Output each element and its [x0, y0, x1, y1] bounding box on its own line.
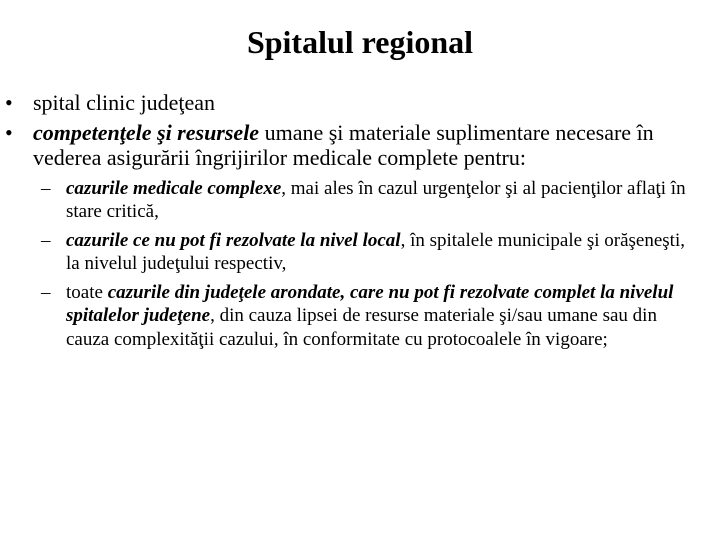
sub-bullet-item [0, 229, 700, 276]
sub-bullet-emphasis: cazurile medicale complexe [66, 177, 282, 199]
bullet-icon: • [5, 90, 13, 115]
sub-bullet-text: , în spitalele municipale şi orăşeneşti, la nivelul judeţului respectiv, [66, 229, 685, 274]
sub-bullet-emphasis: cazurile din judeţele arondate, care nu pot fi rezolvate complet la nivelul spitalelor judeţene [66, 281, 674, 326]
sub-bullet-item [0, 281, 700, 352]
dash-icon: – [41, 229, 51, 251]
bullet-emphasis: competenţele şi resursele [33, 119, 260, 145]
slide-title: Spitalul regional [246, 24, 474, 60]
bullet-text: umane şi materiale suplimentare necesare în vederea asigurării îngrijirilor medicale complete pentru: [33, 119, 654, 170]
bullet-icon: • [5, 119, 13, 145]
sub-list-wrapper [0, 177, 700, 352]
bullet-item [0, 120, 720, 352]
dash-icon: – [41, 281, 51, 303]
dash-icon: – [41, 177, 51, 199]
sub-bullet-emphasis: cazurile ce nu pot fi rezolvate la nivel local [66, 229, 401, 251]
sub-bullet-text: , din cauza lipsei de resurse materiale şi/sau umane sau din cauza complexităţii cazului, în conformitate cu protocoalele în vigoare; [66, 305, 657, 350]
sub-bullet-text: , mai ales în cazul urgenţelor şi al pacienţilor aflaţi în stare critică, [66, 177, 686, 222]
bullet-text: spital clinic judeţean [33, 90, 216, 115]
sub-bullet-list [0, 177, 700, 352]
sub-bullet-item [0, 177, 700, 224]
sub-bullet-prefix: toate [66, 281, 108, 303]
bullet-item [0, 90, 720, 116]
bullet-list [0, 90, 720, 356]
